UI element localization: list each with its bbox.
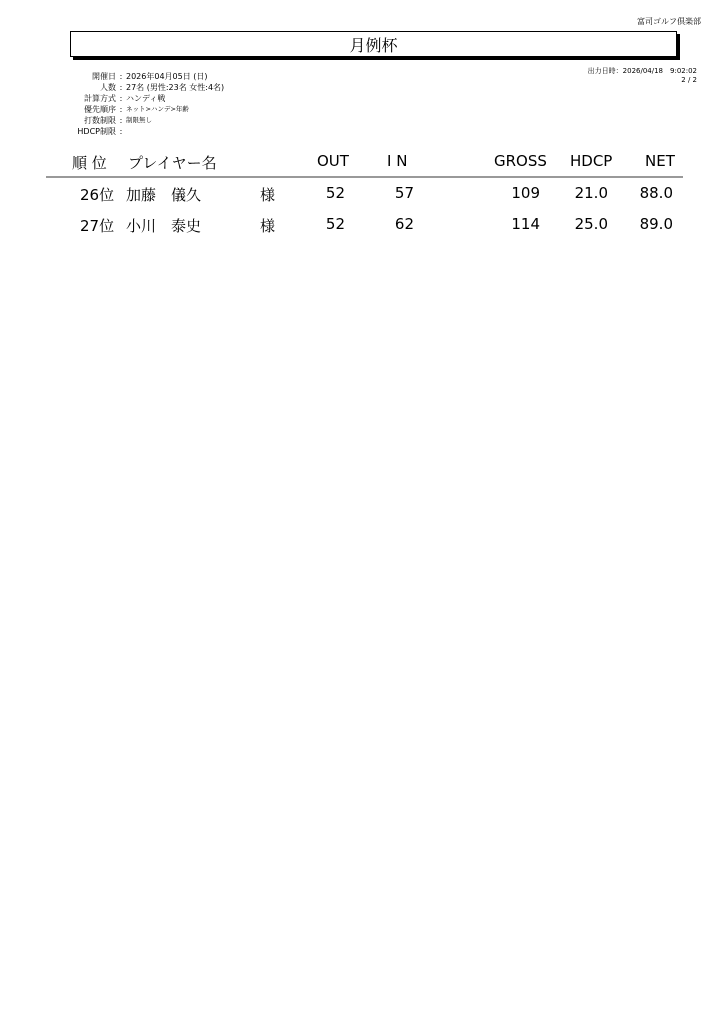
gross-cell: 114 bbox=[511, 215, 540, 233]
col-header-rank: 順 位 bbox=[72, 154, 107, 172]
net-cell: 89.0 bbox=[639, 215, 673, 233]
rank-cell: 27位 bbox=[80, 217, 115, 235]
page-title: 月例杯 bbox=[349, 35, 398, 55]
info-label: 打数制限 bbox=[84, 116, 116, 125]
col-header-out: OUT bbox=[317, 152, 349, 170]
col-header-gross: GROSS bbox=[494, 152, 547, 170]
info-value: ハンディ戦 bbox=[126, 94, 166, 103]
info-label: 人数 bbox=[100, 83, 116, 92]
hdcp-cell: 21.0 bbox=[574, 184, 608, 202]
printed-at: 出力日時：2026/04/18 9:02:02 bbox=[587, 67, 697, 75]
event-info bbox=[60, 71, 224, 137]
honorific-cell: 様 bbox=[260, 217, 276, 235]
info-row-priority: 優先順序 : ネット>ハンデ>年齢 bbox=[60, 104, 224, 115]
net-cell: 88.0 bbox=[639, 184, 673, 202]
info-label: HDCP制限 bbox=[77, 127, 116, 136]
table-row bbox=[0, 215, 723, 243]
table-row bbox=[0, 184, 723, 212]
player-name-cell: 加藤 儀久 bbox=[126, 186, 202, 204]
out-cell: 52 bbox=[325, 215, 345, 233]
col-header-net: NET bbox=[645, 152, 675, 170]
info-value: 27名 (男性:23名 女性:4名) bbox=[126, 83, 225, 92]
out-cell: 52 bbox=[325, 184, 345, 202]
info-row-date: 開催日 : 2026年04月05日 (日) bbox=[60, 71, 224, 82]
info-value: 制限無し bbox=[126, 116, 152, 124]
club-name: 富司ゴルフ倶楽部 bbox=[637, 17, 701, 26]
info-label: 優先順序 bbox=[84, 105, 116, 114]
info-row-stroke-limit: 打数制限 : 制限無し bbox=[60, 115, 224, 126]
hdcp-cell: 25.0 bbox=[574, 215, 608, 233]
info-row-hdcp-limit: HDCP制限 : bbox=[60, 126, 224, 137]
page-number: 2 / 2 bbox=[681, 76, 697, 84]
col-header-player: プレイヤー名 bbox=[128, 154, 217, 172]
col-header-in: I N bbox=[387, 152, 408, 170]
title-box bbox=[70, 31, 677, 57]
info-row-calc: 計算方式 : ハンディ戦 bbox=[60, 93, 224, 104]
header-divider bbox=[46, 176, 683, 178]
player-name-cell: 小川 泰史 bbox=[126, 217, 202, 235]
honorific-cell: 様 bbox=[260, 186, 276, 204]
col-header-hdcp: HDCP bbox=[570, 152, 613, 170]
info-value: ネット>ハンデ>年齢 bbox=[126, 105, 189, 113]
rank-cell: 26位 bbox=[80, 186, 115, 204]
info-value: 2026年04月05日 (日) bbox=[126, 72, 208, 81]
in-cell: 57 bbox=[394, 184, 414, 202]
info-label: 開催日 bbox=[92, 72, 116, 81]
gross-cell: 109 bbox=[511, 184, 540, 202]
info-row-players: 人数 : 27名 (男性:23名 女性:4名) bbox=[60, 82, 224, 93]
info-label: 計算方式 bbox=[84, 94, 116, 103]
in-cell: 62 bbox=[394, 215, 414, 233]
